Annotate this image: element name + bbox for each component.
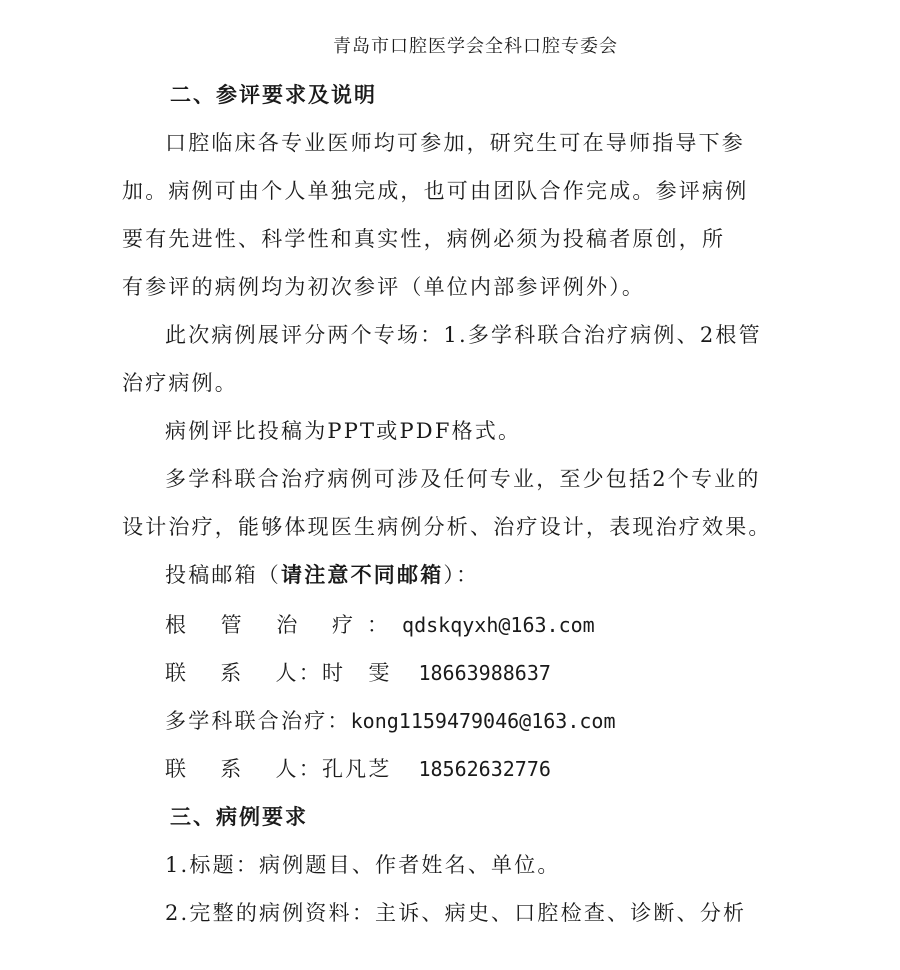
p4-line2: 设计治疗，能够体现医生病例分析、治疗设计，表现治疗效果。	[122, 515, 772, 539]
root-person-phone: 18663988637	[418, 661, 551, 685]
root-canal-person-row	[165, 658, 551, 688]
p1-line4: 有参评的病例均为初次参评（单位内部参评例外）。	[122, 275, 646, 299]
p1-line2: 加。病例可由个人单独完成，也可由团队合作完成。参评病例	[122, 179, 749, 203]
root-canal-label: 根 管 治 疗：	[165, 613, 403, 637]
root-person-name: 时 雯	[321, 661, 392, 685]
p3-format: 病例评比投稿为PPT或PDF格式。	[165, 419, 522, 443]
p2-line2: 治疗病例。	[122, 371, 238, 395]
multi-person-row	[165, 754, 551, 784]
p4-line1: 多学科联合治疗病例可涉及任何专业，至少包括2个专业的	[165, 467, 761, 491]
page-header: 青岛市口腔医学会全科口腔专委会	[333, 36, 618, 57]
section2-title: 二、参评要求及说明	[170, 82, 377, 107]
p1-line3: 要有先进性、科学性和真实性，病例必须为投稿者原创，所	[122, 227, 726, 251]
req-item2: 2.完整的病例资料：主诉、病史、口腔检查、诊断、分析	[165, 901, 747, 925]
multi-person-label: 联 系 人：	[165, 757, 322, 781]
p1-line1: 口腔临床各专业医师均可参加，研究生可在导师指导下参	[165, 131, 745, 155]
root-canal-email[interactable]: qdskqyxh@163.com	[402, 613, 595, 637]
req-item1: 1.标题：病例题目、作者姓名、单位。	[165, 853, 561, 877]
root-canal-contact	[165, 610, 595, 640]
multi-email[interactable]: kong1159479046@163.com	[350, 709, 616, 733]
multi-label: 多学科联合治疗：	[165, 709, 351, 733]
section3-title: 三、病例要求	[170, 804, 308, 829]
email-intro-bold: 请注意不同邮箱	[281, 562, 444, 587]
email-intro-end: ）：	[443, 563, 480, 587]
p2-line1: 此次病例展评分两个专场：1.多学科联合治疗病例、2根管	[165, 323, 762, 347]
multi-person-name: 孔凡芝	[321, 757, 392, 781]
email-intro	[165, 560, 479, 590]
multi-contact	[165, 706, 616, 736]
multi-person-phone: 18562632776	[418, 757, 551, 781]
email-intro-text: 投稿邮箱（	[165, 563, 281, 587]
root-person-label: 联 系 人：	[165, 661, 322, 685]
